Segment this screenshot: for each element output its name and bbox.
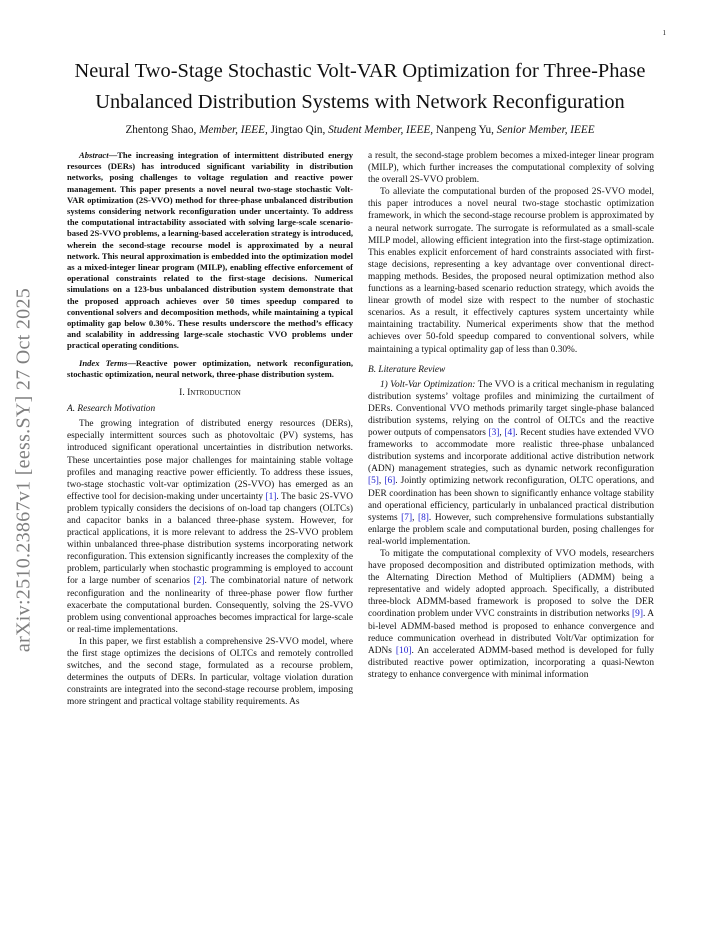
- author-name: Nanpeng Yu,: [435, 124, 494, 136]
- paragraph: In this paper, we first establish a comprehensive 2S-VVO model, where the first stage optimizes the decisions of OLTCs and remotely controlled switches, and the second stage, formulated as a recourse problem, determines the outputs of DERs. In particular, voltage violation duration constraints are integrated into the second-stage recourse problem, imposing more stringent and practical voltage stability requirements. As: [67, 636, 353, 708]
- citation-link[interactable]: [5]: [368, 476, 379, 487]
- abstract-text: Abstract—The increasing integration of intermittent distributed energy resources (DERs) has introduced significant variability in distribution networks, posing challenges to voltage regulation and reactive power management. This paper presents a novel neural two-stage stochastic Volt-VAR optimization (2S-VVO) method for three-phase unbalanced distribution systems considering network reconfiguration under uncertainty. To address the computational intractability associated with solving large-scale scenario-based 2S-VVO problems, a learning-based acceleration strategy is introduced, wherein the second-stage recourse model is approximated by a neural network. This neural approximation is embedded into the optimization model as a mixed-integer linear program (MILP), enabling effective enforcement of operational constraints related to the first-stage decisions. Numerical simulations on a 123-bus unbalanced distribution system demonstrate that the proposed approach achieves over 50 times speedup compared to conventional solvers and decomposition methods, while maintaining a typical optimality gap below 0.30%. These results underscore the method’s efficacy and scalability in addressing large-scale stochastic VVO problems under practical operating conditions.: [67, 150, 353, 351]
- page-number: 1: [662, 29, 666, 37]
- author-line: [40, 124, 680, 136]
- author-name: Jingtao Qin,: [270, 124, 326, 136]
- citation-link[interactable]: [4]: [504, 428, 516, 439]
- paragraph: a result, the second-stage problem becomes a mixed-integer linear program (MILP), which further increases the computational complexity of solving the overall 2S-VVO problem.: [368, 151, 654, 186]
- citation-link[interactable]: [1]: [265, 491, 277, 502]
- author-role: Senior Member, IEEE: [496, 124, 595, 136]
- subsubsection-heading: 1) Volt-Var Optimization:: [380, 379, 476, 390]
- paper-title: Neural Two-Stage Stochastic Volt-VAR Optimization for Three-Phase Unbalanced Distribution Systems with Network Reconfiguration: [74, 60, 646, 113]
- section-heading-introduction: I. Introduction: [179, 387, 241, 399]
- abstract-label: Abstract: [79, 150, 109, 160]
- subsection-heading-research-motivation: A. Research Motivation: [67, 404, 156, 415]
- index-terms-label: Index Terms: [79, 357, 128, 368]
- arxiv-stamp: arXiv:2510.23867v1 [eess.SY] 27 Oct 2025: [12, 287, 35, 653]
- paragraph: 1) Volt-Var Optimization: The VVO is a critical mechanism in regulating distribution systems’ voltage profiles and minimizing the curtailment of DERs. Conventional VVO methods primarily target single-phase balanced distribution systems, relying on the control of OLTCs and the reactive power outputs of compensators [3], [4]. Recent studies have extended VVO frameworks to accommodate more realistic three-phase unbalanced distribution systems and incorporate additional active distribution network (ADN) management strategies, such as dynamic network reconfiguration [5], [6]. Jointly optimizing network reconfiguration, OLTC operations, and DER coordination has been shown to significantly enhance voltage stability and operational efficiency, particularly in unbalanced practical distribution systems [7], [8]. However, such comprehensive formulations substantially enlarge the problem scale and computational burden, posing challenges for real-world implementation.: [368, 379, 655, 547]
- citation-link[interactable]: [10]: [395, 645, 412, 656]
- citation-link[interactable]: [9]: [632, 609, 643, 620]
- left-column: [67, 150, 353, 709]
- paragraph: To mitigate the computational complexity of VVO models, researchers have proposed decomposition and distributed optimization methods, with the Alternating Direction Method of Multipliers (ADMM) being a representative and widely adopted approach. Specifically, a distributed three-block ADMM-based framework is proposed to solve the DER coordination problem under VVC constraints in distribution networks [9]. A bi-level ADMM-based method is proposed to enhance convergence and reduce communication overhead in distributed Volt/Var optimization for ADNs [10]. An accelerated ADMM-based method is developed for fully distributed reactive power optimization, incorporating a quasi-Newton strategy to enhance convergence with minimal information: [368, 549, 654, 680]
- abstract: [67, 150, 353, 380]
- citation-link[interactable]: [3]: [488, 428, 500, 439]
- paragraph: To alleviate the computational burden of the proposed 2S-VVO model, this paper introduces a novel neural two-stage stochastic optimization framework, in which the second-stage recourse problem is approximated by a neural network surrogate. The surrogate is reformulated as a small-scale MILP model, allowing efficient integration into the first-stage optimization. This enables explicit enforcement of hard constraints associated with first-stage decisions, representing a key advantage over conventional direct-mapping methods. Besides, the proposed neural optimization method also functions as a learning-based scenario reduction strategy, which avoids the linear growth of model size with respect to the number of stochastic scenarios. As a result, it effectively captures system uncertainty while maintaining tractability. Numerical experiments show that the method achieves over 50-fold speedup compared to conventional solvers, while maintaining a typical optimality gap of less than 0.30%.: [368, 187, 654, 355]
- citation-link[interactable]: [2]: [193, 576, 205, 587]
- index-terms: Index Terms—Reactive power optimization, network reconfiguration, stochastic optimization, neural network, three-phase distribution system.: [67, 357, 353, 379]
- subsection-heading-literature-review: B. Literature Review: [368, 364, 446, 375]
- author-role: Student Member, IEEE,: [328, 124, 434, 136]
- citation-link[interactable]: [7]: [401, 512, 413, 523]
- citation-link[interactable]: [8]: [418, 512, 429, 523]
- right-column: [368, 150, 654, 681]
- paragraph: The growing integration of distributed energy resources (DERs), especially intermittent sources such as photovoltaic (PV) systems, has introduced significant operational uncertainties in distribution networks. These uncertainties pose major challenges for maintaining stable voltage profiles and managing reactive power efficiently. To address these issues, two-stage stochastic volt-var optimization (2S-VVO) has emerged as an effective tool for decision-making under uncertainty [1]. The basic 2S-VVO problem typically considers the decisions of on-load tap changers (OLTCs) and capacitor banks in a balanced three-phase system. However, for practical applications, it is more relevant to address the 2S-VVO problem within unbalanced three-phase distribution systems incorporating network reconfiguration. This extension significantly increases the complexity of the problem, particularly when stochastic programming is employed to account for a large number of scenarios [2]. The combinatorial nature of network reconfiguration and the nonlinearity of three-phase power flow further exacerbate the computational burden. Consequently, solving the 2S-VVO problem using conventional approaches becomes impractical for large-scale or real-time implementations.: [67, 419, 354, 635]
- author-name: Zhentong Shao,: [125, 124, 197, 136]
- author-role: Member, IEEE,: [199, 124, 268, 136]
- citation-link[interactable]: [6]: [384, 476, 396, 487]
